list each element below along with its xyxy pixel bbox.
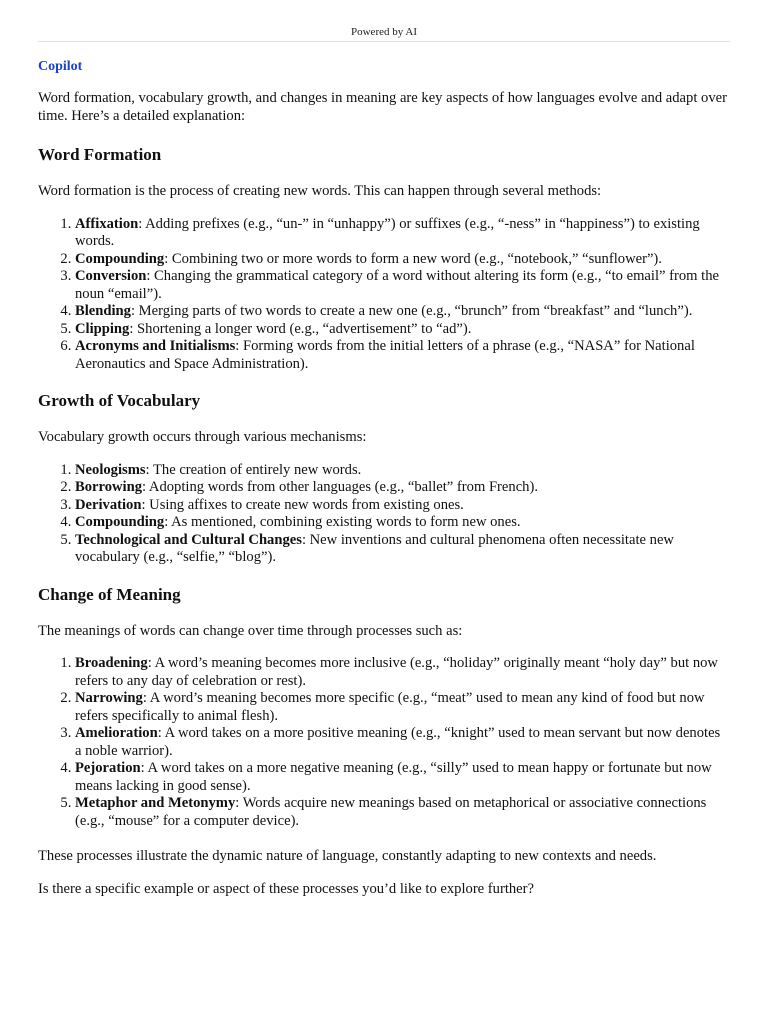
list-item [75,795,730,830]
list-item-term: Compounding [75,250,165,267]
list-item-term: Metaphor and Metonymy [75,795,236,811]
list-item-text: : Changing the grammatical category of a word without altering its form (e.g., “to email” from the noun “email”). [75,268,719,302]
list-item [75,268,730,303]
list-item-text: : Adding prefixes (e.g., “un-” in “unhappy”) or suffixes (e.g., “-ness” in “happiness”) to existing words. [75,215,700,249]
list-item-text: : Forming words from the initial letters of a phrase (e.g., “NASA” for National Aeronautics and Space Administration). [75,338,695,372]
intro-paragraph: Word formation, vocabulary growth, and changes in meaning are key aspects of how languages evolve and adapt over time. Here’s a detailed explanation: [38,90,727,124]
list-item-term: Affixation [75,215,139,232]
section-title-growth-of-vocabulary: Growth of Vocabulary [38,391,201,410]
list-item-text: : Merging parts of two words to create a new one (e.g., “brunch” from “breakfast” and “lunch”). [130,303,693,319]
list-item-text: : Adopting words from other languages (e.g., “ballet” from French). [142,479,538,495]
list-item-text: : A word’s meaning becomes more inclusive (e.g., “holiday” originally meant “holy day” but now refers to any day of celebration or rest). [75,655,718,689]
list-item-text: : A word takes on a more positive meaning (e.g., “knight” used to mean servant but now denotes a noble warrior). [75,725,721,759]
list-item-term: Broadening [75,655,148,671]
list-item-text: : Words acquire new meanings based on metaphorical or associative connections (e.g., “mouse” for a computer device). [75,795,707,829]
list-item [75,690,730,725]
list-item-text: : Using affixes to create new words from existing ones. [141,496,464,513]
vocabulary-growth-list [38,462,730,567]
brand-name: Copilot [38,59,83,74]
follow-up-question: Is there a specific example or aspect of these processes you’d like to explore further? [38,880,534,897]
closing-paragraph: These processes illustrate the dynamic nature of language, constantly adapting to new contexts and needs. [38,848,657,864]
list-item [75,303,730,321]
list-item [75,462,730,480]
list-item-term: Compounding [75,514,165,530]
list-item [75,514,730,532]
list-item-text: : As mentioned, combining existing words to form new ones. [164,514,521,530]
word-formation-list [38,216,730,374]
meaning-change-list [38,655,730,830]
list-item-term: Amelioration [75,725,158,741]
list-item-text: : Combining two or more words to form a new word (e.g., “notebook,” “sunflower”). [164,250,662,267]
list-item [75,338,730,373]
list-item [75,760,730,795]
list-item-text: : A word takes on a more negative meaning (e.g., “silly” used to mean happy or fortunate but now means lacking in good sense). [75,760,712,794]
list-item [75,216,730,251]
list-item-term: Blending [75,303,131,319]
list-item [75,479,730,497]
list-item [75,321,730,339]
section-intro: The meanings of words can change over time through processes such as: [38,622,463,639]
powered-by-label: Powered by AI [351,26,417,38]
list-item-text: : New inventions and cultural phenomena often necessitate new vocabulary (e.g., “selfie,” “blog”). [75,531,674,565]
document-body [38,90,730,898]
section-title-change-of-meaning: Change of Meaning [38,584,181,604]
list-item-text: : A word’s meaning becomes more specific (e.g., “meat” used to mean any kind of food but now refers specifically to animal flesh). [75,690,705,724]
list-item [75,532,730,567]
list-item-term: Pejoration [75,760,141,776]
list-item-term: Neologisms [75,461,146,478]
list-item-term: Derivation [75,496,142,513]
list-item-text: : Shortening a longer word (e.g., “advertisement” to “ad”). [129,320,472,337]
list-item [75,497,730,515]
section-intro: Word formation is the process of creating new words. This can happen through several methods: [38,183,602,199]
list-item [75,251,730,269]
list-item-text: : The creation of entirely new words. [145,461,362,478]
list-item [75,725,730,760]
list-item-term: Technological and Cultural Changes [75,531,302,548]
list-item-term: Narrowing [75,690,143,706]
list-item-term: Acronyms and Initialisms [75,338,236,354]
list-item-term: Borrowing [75,479,143,495]
list-item-term: Conversion [75,268,147,284]
list-item-term: Clipping [75,320,130,337]
header-divider [38,41,730,42]
list-item [75,655,730,690]
section-title-word-formation: Word Formation [38,145,162,164]
section-intro: Vocabulary growth occurs through various mechanisms: [38,429,367,445]
